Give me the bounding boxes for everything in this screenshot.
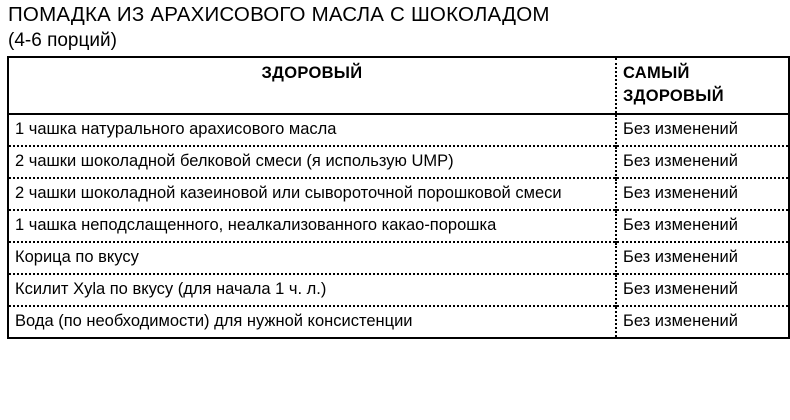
cell-healthy	[8, 274, 616, 306]
table-body	[8, 114, 789, 338]
cell-healthy-text: 2 чашки шоколадной казеиновой или сывороточной порошковой смеси	[15, 184, 562, 202]
cell-healthy	[8, 242, 616, 274]
table-row	[8, 178, 789, 210]
cell-healthy	[8, 178, 616, 210]
cell-healthiest-text: Без изменений	[623, 248, 738, 266]
cell-healthy-text: Корица по вкусу	[15, 248, 139, 266]
cell-healthy-text: Ксилит Xyla по вкусу (для начала 1 ч. л.)	[15, 280, 327, 298]
cell-healthy	[8, 306, 616, 338]
cell-healthiest-text: Без изменений	[623, 184, 738, 202]
cell-healthiest	[616, 114, 789, 146]
table-row	[8, 210, 789, 242]
cell-healthiest	[616, 146, 789, 178]
cell-healthiest-text: Без изменений	[623, 152, 738, 170]
table-header-row	[8, 57, 789, 114]
cell-healthy	[8, 210, 616, 242]
cell-healthiest-text: Без изменений	[623, 216, 738, 234]
cell-healthy-text: 1 чашка неподслащенного, неалкализованного какао-порошка	[15, 216, 497, 234]
cell-healthiest-text: Без изменений	[623, 120, 738, 138]
cell-healthiest	[616, 210, 789, 242]
cell-healthiest-text: Без изменений	[623, 280, 738, 298]
page-subtitle: (4-6 порций)	[8, 30, 117, 51]
table-row	[8, 242, 789, 274]
column-header-healthy: ЗДОРОВЫЙ	[8, 57, 616, 114]
table-row	[8, 306, 789, 338]
cell-healthy	[8, 146, 616, 178]
cell-healthy	[8, 114, 616, 146]
cell-healthiest	[616, 178, 789, 210]
page-title: ПОМАДКА ИЗ АРАХИСОВОГО МАСЛА С ШОКОЛАДОМ	[8, 3, 550, 26]
table-row	[8, 114, 789, 146]
cell-healthy-text: 2 чашки шоколадной белковой смеси (я использую UMP)	[15, 152, 454, 170]
table-header	[8, 57, 789, 114]
cell-healthy-text: Вода (по необходимости) для нужной консистенции	[15, 312, 413, 330]
table-row	[8, 146, 789, 178]
cell-healthiest	[616, 306, 789, 338]
cell-healthy-text: 1 чашка натурального арахисового масла	[15, 120, 337, 138]
cell-healthiest	[616, 274, 789, 306]
ingredients-table	[7, 56, 790, 339]
cell-healthiest-text: Без изменений	[623, 312, 738, 330]
cell-healthiest	[616, 242, 789, 274]
column-header-healthiest	[616, 57, 789, 114]
column-header-healthiest-line1: САМЫЙ	[623, 64, 690, 82]
table-row	[8, 274, 789, 306]
column-header-healthiest-line2: ЗДОРОВЫЙ	[623, 87, 724, 105]
